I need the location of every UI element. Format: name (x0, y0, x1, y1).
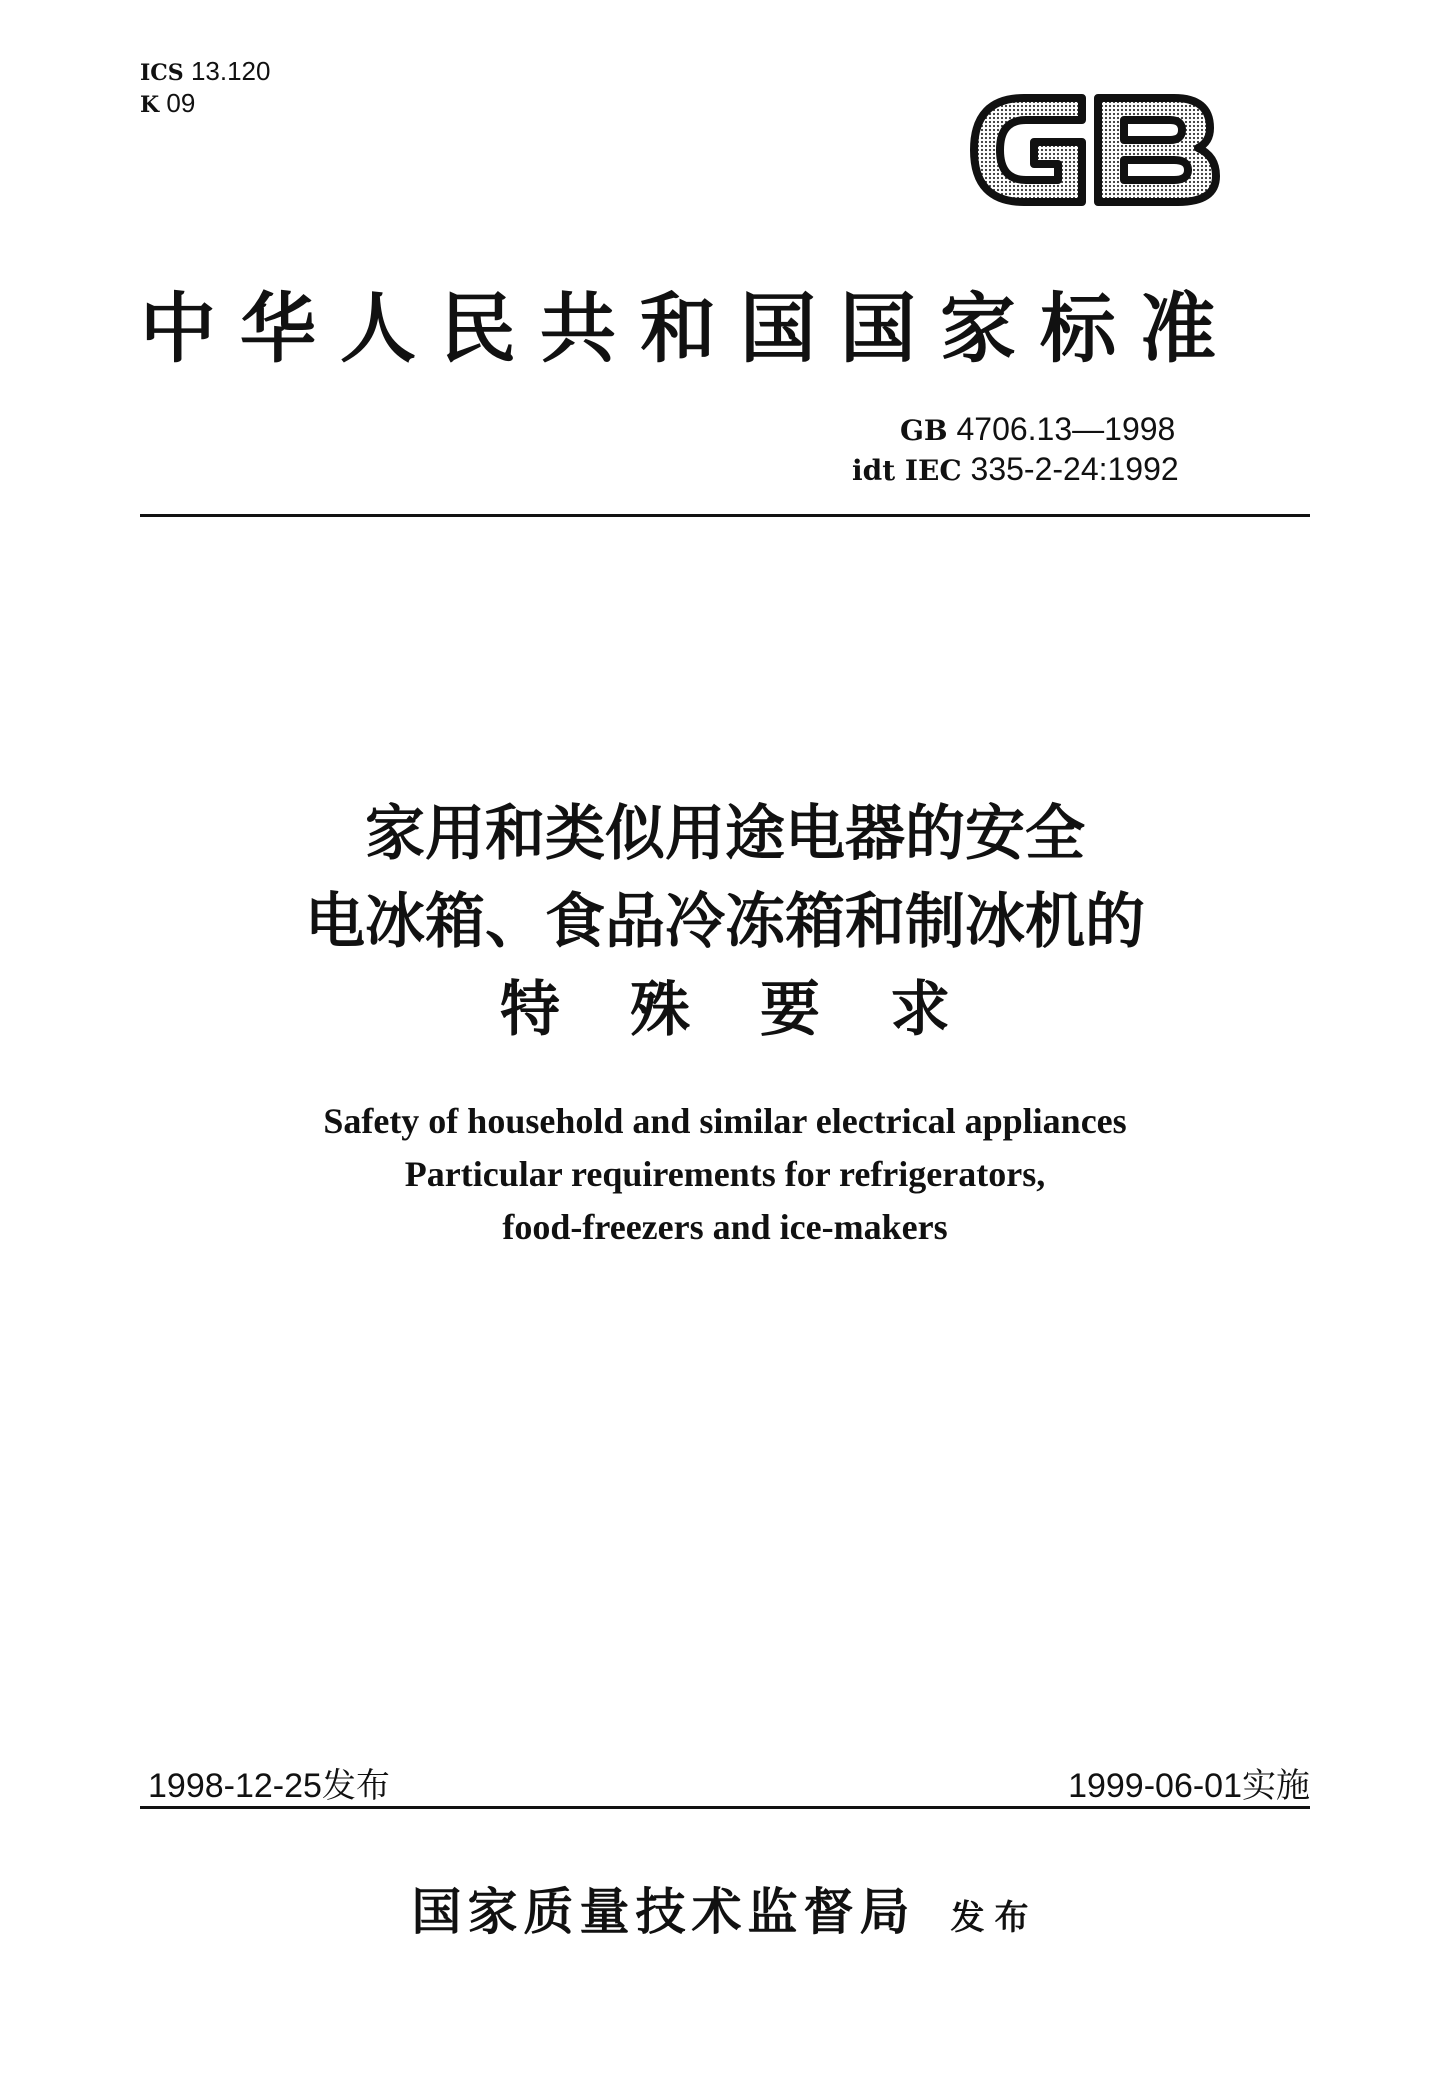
gb-number-line (900, 410, 1179, 450)
idt-number: 335-2-24:1992 (970, 451, 1179, 487)
title-english (140, 1095, 1310, 1254)
publisher-action: 发布 (950, 1898, 1039, 1938)
title-cn-line-2: 电冰箱、食品冷冻箱和制冰机的 (305, 887, 1145, 957)
k-line (140, 88, 270, 120)
title-chinese (140, 790, 1310, 1054)
issue-date: 1998-12-25发布 (148, 1767, 390, 1805)
standard-number-block (852, 410, 1179, 490)
implementation-date: 1999-06-01实施 (1068, 1767, 1310, 1805)
ics-label: ICS (140, 60, 184, 86)
footer-divider (140, 1806, 1310, 1809)
title-en-line-3: food-freezers and ice-makers (502, 1207, 948, 1247)
national-standard-heading: 中华人民共和国国家标准 (140, 284, 1240, 373)
title-cn-line-3: 特殊要求 (500, 975, 1020, 1045)
gb-prefix: GB (900, 414, 948, 447)
title-cn-line-1: 家用和类似用途电器的安全 (365, 799, 1085, 869)
k-code: 09 (166, 88, 196, 118)
classification-codes (140, 56, 270, 120)
idt-prefix: idt IEC (852, 454, 962, 487)
gb-number: 4706.13—1998 (956, 411, 1176, 447)
publisher-line (140, 1872, 1310, 1944)
title-en-line-2: Particular requirements for refrigerators, (404, 1154, 1046, 1194)
title-en-line-1: Safety of household and similar electrical appliances (323, 1101, 1127, 1141)
ics-line (140, 56, 270, 88)
idt-number-line (852, 450, 1179, 490)
k-label: K (140, 92, 160, 118)
gb-logo (964, 80, 1224, 220)
publisher-org: 国家质量技术监督局 (411, 1882, 916, 1941)
ics-code: 13.120 (190, 56, 271, 86)
header-divider (140, 514, 1310, 517)
